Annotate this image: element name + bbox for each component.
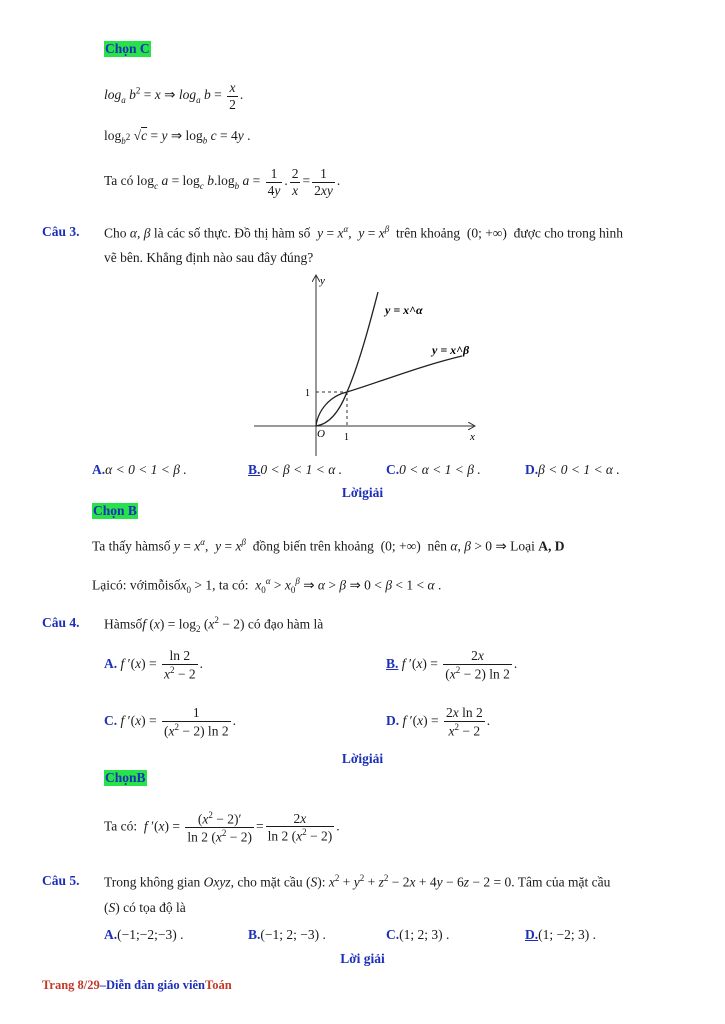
question-3-label: Câu 3. [42,224,80,239]
q3-option-d[interactable]: D.β < 0 < 1 < α . [525,462,620,477]
function-graph [250,270,490,460]
footer-forum: –Diễn đàn giáo viên [99,978,205,992]
q4-option-c[interactable]: C. f ′(x) = $\frac{1}{(x^2 - 2) \ln 2}$ . [104,705,236,739]
origin-label: O [317,428,325,440]
question-5-text-line-2: (S) có tọa độ là [104,900,186,915]
q5-option-d[interactable]: D.(1; −2; 3) . [525,927,596,942]
q4-option-b[interactable]: B. f ′(x) = $\frac{2x}{(x^2 - 2) \ln 2}$ . [386,648,518,682]
q5-option-c[interactable]: C.(1; 2; 3) . [386,927,450,942]
question-4-label: Câu 4. [42,615,80,630]
question-5-text-line-1: Trong không gian Oxyz, cho mặt cầu (S): $x^2 + y^2 + z^2 - 2x + 4y - 6z - 2 = 0$. Tâm của mặt cầu [104,873,611,890]
q3-option-b[interactable]: B.0 < β < 1 < α . [248,462,343,477]
question-3-text-line-2: vẽ bên. Khẳng định nào sau đây đúng? [104,250,314,265]
q3-option-a[interactable]: A.α < 0 < 1 < β . [92,462,187,477]
question-3-text-line-1: Cho α, β là các số thực. Đồ thị hàm số $y = x^\alpha$, $y = x^\beta$ trên khoảng (0; +∞) được cho trong hình [104,224,623,241]
footer-page-number: Trang 8/29 [42,978,100,992]
q4-solution-line: Ta có: f ′(x) = $\frac{(x^2 - 2)'}{\ln 2 (x^2 - 2)}$ = $\frac{2x}{\ln 2 (x^2 - 2)}$ . [104,810,340,845]
axis-y-label: y [320,275,325,287]
q5-option-b[interactable]: B.(−1; 2; −3) . [248,927,326,942]
tick-y-1: 1 [305,388,310,399]
solution-line-2: $\log_{b^2} √c = y$ ⇒ $\log_b c = 4y$ . [104,128,251,146]
label-alpha: y = x^α [385,303,423,317]
q3-solution-line-1: Ta thấy hàmsố $y = x^\alpha$, $y = x^\beta$ đồng biến trên khoảng (0; +∞) nên α, β > 0 ⇒ Loại A, D [92,537,565,554]
page-footer [42,978,232,993]
q5-solution-heading: Lời giải [340,951,385,966]
q4-option-a[interactable]: A. f ′(x) = $\frac{\ln 2}{x^2 - 2}$ . [104,648,203,682]
q3-choice-label: Chọn B [93,503,137,518]
q3-solution-line-2: Lạicó: vớimỗisốx$_0$ > 1, ta có: $x_0^\alpha > x_0^\beta$ ⇒ α > β ⇒ 0 < β < 1 < α . [92,576,442,596]
solution-line-3-prefix: Ta có [104,173,134,189]
q3-option-c[interactable]: C.0 < α < 1 < β . [386,462,481,477]
question-5-label: Câu 5. [42,873,80,888]
choice-label: Chọn C [105,41,150,56]
q4-solution-heading: Lờigiải [341,751,384,766]
q4-option-d[interactable]: D. f ′(x) = $\frac{\text{2x ln 2}}{x^2 - 2}$ . [386,705,491,739]
label-beta: y = x^β [432,343,470,357]
q4-choice-label: ChọnB [105,770,146,785]
q5-option-a[interactable]: A.(−1;−2;−3) . [104,927,184,942]
question-4-text: Hàmsốf $(x) = \log_2 (x^2 - 2)$ có đạo hàm là [104,615,324,635]
axis-x-label: x [470,431,475,443]
solution-line-3: Ta có $\log_c a = \log_c b.\log_b$ a = $\frac{1}{4y}$ . $\frac{2}{x}$ = $\frac{1}{2xy}$ . [104,166,341,198]
curve-x-beta [316,356,462,426]
q3-solution-heading: Lờigiải [341,485,384,500]
solution-line-1: $\log_a b^2 = x$ ⇒ $\log_a b$ = $\frac{x}{2}$ . [104,80,244,112]
tick-x-1: 1 [344,432,349,443]
footer-subject: Toán [205,978,232,992]
